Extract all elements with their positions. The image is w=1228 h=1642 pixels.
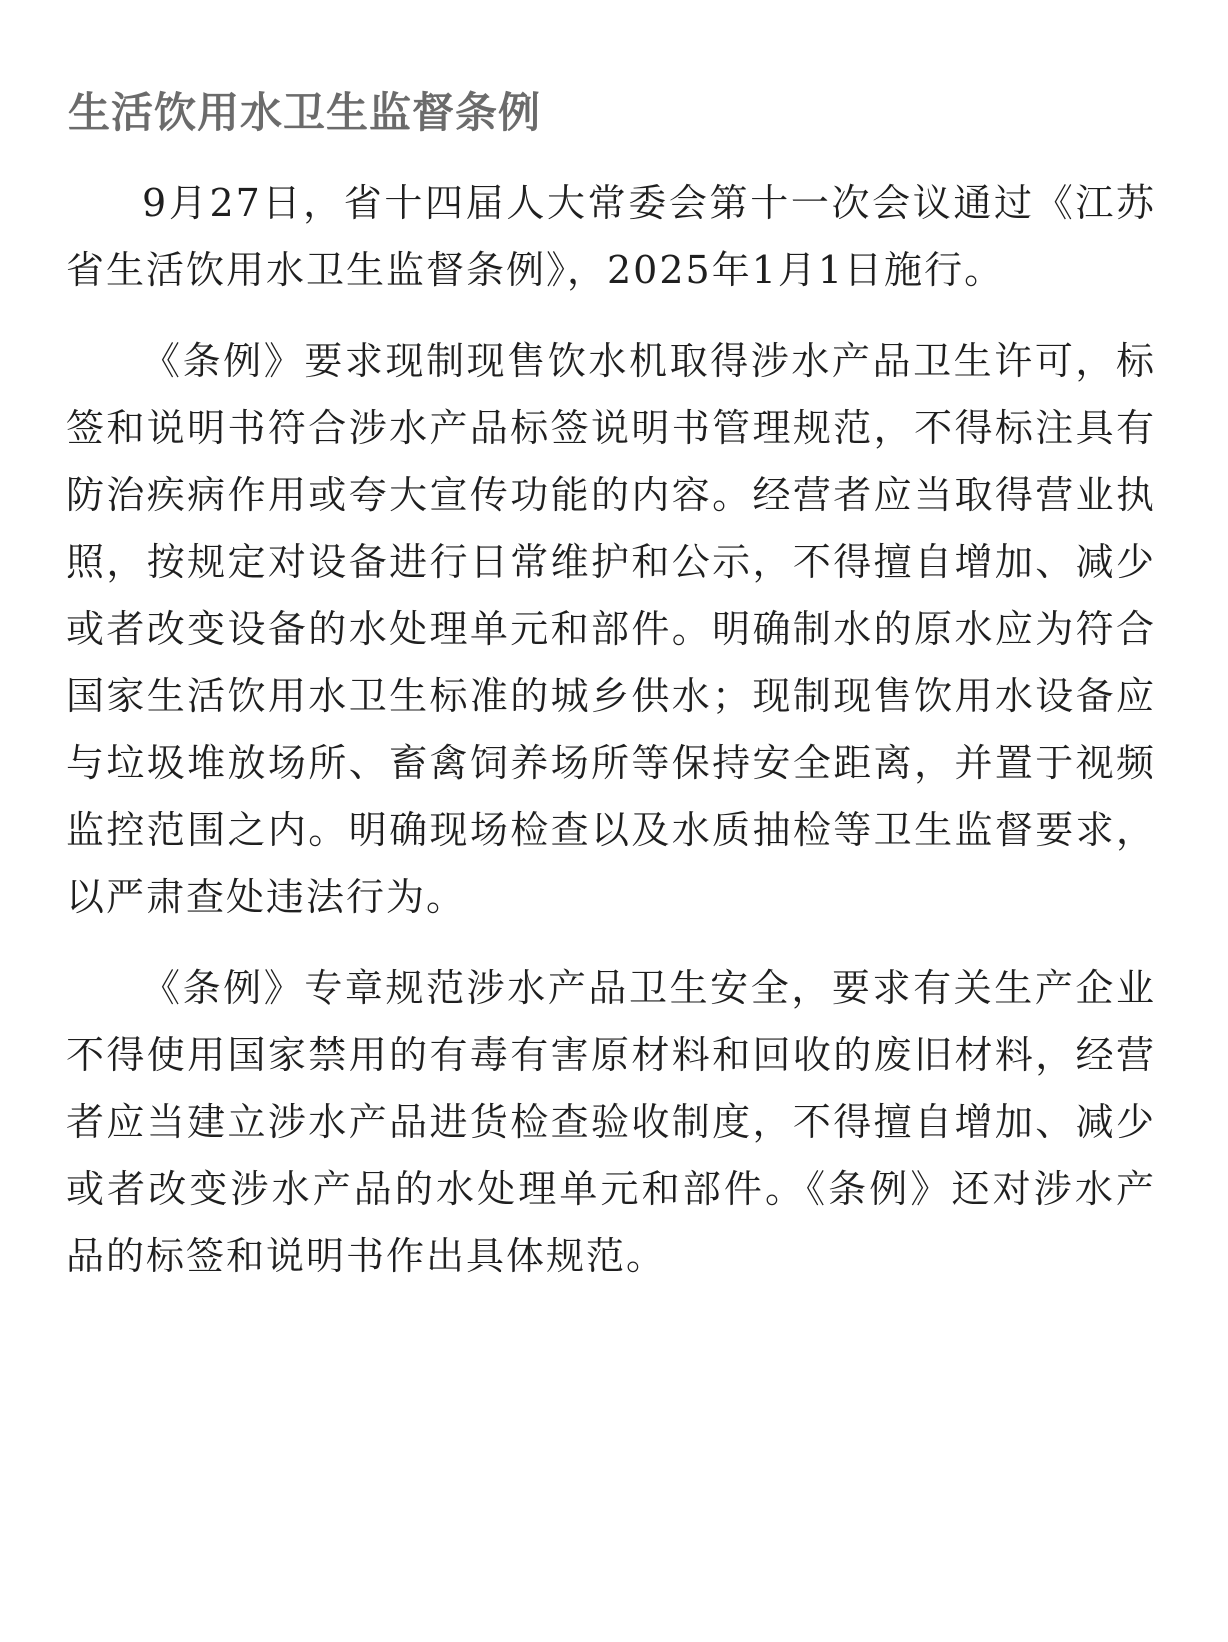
paragraph-drinking-machine-rules: 《条例》要求现制现售饮水机取得涉水产品卫生许可，标签和说明书符合涉水产品标签说明书管理规范，不得标注具有防治疾病作用或夸大宣传功能的内容。经营者应当取得营业执照，按规定对设备进行日常维护和公示，不得擅自增加、减少或者改变设备的水处理单元和部件。明确制水的原水应为符合国家生活饮用水卫生标准的城乡供水；现制现售饮用水设备应与垃圾堆放场所、畜禽饲养场所等保持安全距离，并置于视频监控范围之内。明确现场检查以及水质抽检等卫生监督要求，以严肃查处违法行为。 — [66, 339, 1156, 919]
article-body — [66, 170, 1156, 1314]
paragraph-passage-date: 9月27日，省十四届人大常委会第十一次会议通过《江苏省生活饮用水卫生监督条例》，2025年1月1日施行。 — [66, 181, 1156, 292]
article-title: 生活饮用水卫生监督条例 — [68, 88, 542, 137]
paragraph-water-products-safety: 《条例》专章规范涉水产品卫生安全，要求有关生产企业不得使用国家禁用的有毒有害原材料和回收的废旧材料，经营者应当建立涉水产品进货检查验收制度，不得擅自增加、减少或者改变涉水产品的水处理单元和部件。《条例》还对涉水产品的标签和说明书作出具体规范。 — [66, 966, 1156, 1278]
